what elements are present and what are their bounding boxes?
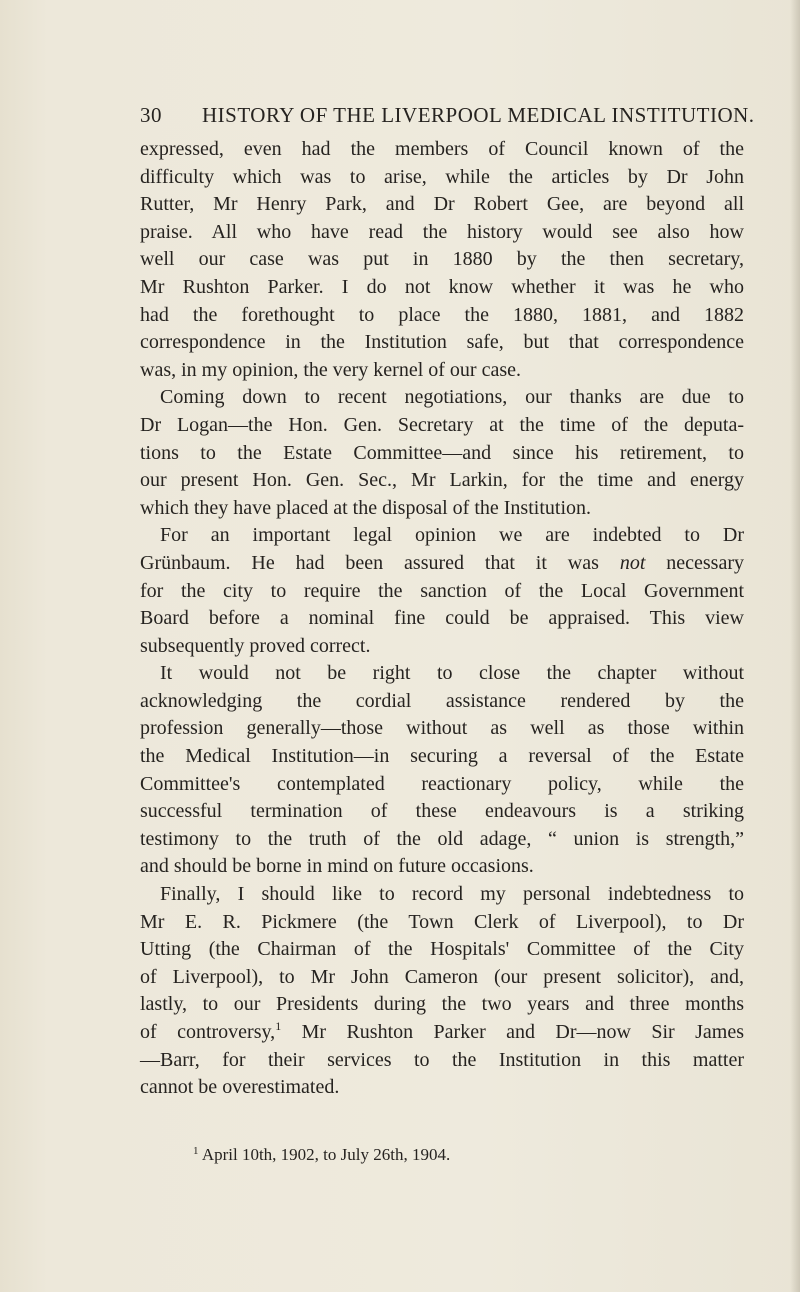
text-line: Board before a nominal fine could be appraised. This view	[140, 607, 744, 630]
text-line: Dr Logan—the Hon. Gen. Secretary at the time of the deputa-	[140, 413, 744, 436]
page-number: 30	[140, 103, 162, 127]
text-line: For an important legal opinion we are indebted to Dr	[160, 524, 744, 547]
footnote-marker: 1	[193, 1145, 199, 1157]
text-line: Mr Rushton Parker. I do not know whether it was he who	[140, 275, 744, 298]
text-line: and should be borne in mind on future occasions.	[140, 855, 534, 878]
text-line: profession generally—those without as well as those within	[140, 717, 744, 740]
text-line: our present Hon. Gen. Sec., Mr Larkin, for the time and energy	[140, 469, 744, 492]
footnote-text: April 10th, 1902, to July 26th, 1904.	[201, 1145, 451, 1164]
text-line: Mr E. R. Pickmere (the Town Clerk of Liverpool), to Dr	[140, 910, 744, 933]
italic-word: not	[619, 551, 646, 574]
text-line: tions to the Estate Committee—and since his retirement, to	[140, 441, 744, 464]
text-line: difficulty which was to arise, while the articles by Dr John	[140, 165, 744, 188]
text-line-with-italic	[140, 550, 744, 578]
text-segment: Mr Rushton Parker and Dr—now Sir James	[281, 1021, 744, 1043]
page-header	[140, 103, 755, 131]
text-segment: necessary	[645, 551, 744, 574]
text-line: Coming down to recent negotiations, our thanks are due to	[160, 386, 744, 409]
text-line: subsequently proved correct.	[140, 634, 371, 657]
text-line: the Medical Institution—in securing a reversal of the Estate	[140, 745, 744, 768]
text-segment: Grünbaum. He had been assured that it was	[140, 551, 620, 574]
text-line: had the forethought to place the 1880, 1881, and 1882	[140, 303, 744, 326]
footnote-reference: 1	[275, 1019, 282, 1033]
text-line: testimony to the truth of the old adage, “ union is strength,”	[140, 827, 744, 850]
running-title: HISTORY OF THE LIVERPOOL MEDICAL INSTITUTION.	[202, 103, 755, 127]
text-line: —Barr, for their services to the Institution in this matter	[140, 1048, 744, 1071]
text-line: Rutter, Mr Henry Park, and Dr Robert Gee, are beyond all	[140, 193, 744, 216]
footnote	[193, 1140, 450, 1166]
text-segment: of controversy,	[140, 1021, 276, 1043]
text-line: lastly, to our Presidents during the two years and three months	[140, 993, 744, 1016]
text-line: of Liverpool), to Mr John Cameron (our present solicitor), and,	[140, 965, 744, 988]
text-line: praise. All who have read the history would see also how	[140, 220, 744, 243]
text-line: correspondence in the Institution safe, but that correspondence	[140, 331, 744, 354]
text-line: was, in my opinion, the very kernel of our case.	[140, 358, 522, 381]
text-line: expressed, even had the members of Council known of the	[140, 138, 744, 160]
body-text	[140, 136, 744, 1102]
text-line: Utting (the Chairman of the Hospitals' Committee of the City	[140, 938, 744, 961]
text-line: Finally, I should like to record my personal indebtedness to	[160, 883, 744, 906]
text-line-with-footnote-ref	[140, 1019, 744, 1047]
text-line: acknowledging the cordial assistance rendered by the	[140, 689, 744, 712]
text-line: It would not be right to close the chapter without	[160, 662, 744, 685]
text-line: for the city to require the sanction of the Local Government	[140, 579, 744, 602]
text-line: which they have placed at the disposal of the Institution.	[140, 496, 591, 519]
text-line: successful termination of these endeavours is a striking	[140, 800, 744, 823]
text-line: well our case was put in 1880 by the then secretary,	[140, 248, 744, 271]
text-line: cannot be overestimated.	[140, 1076, 340, 1099]
page-edge-shadow	[790, 0, 800, 1292]
text-line: Committee's contemplated reactionary policy, while the	[140, 772, 744, 795]
